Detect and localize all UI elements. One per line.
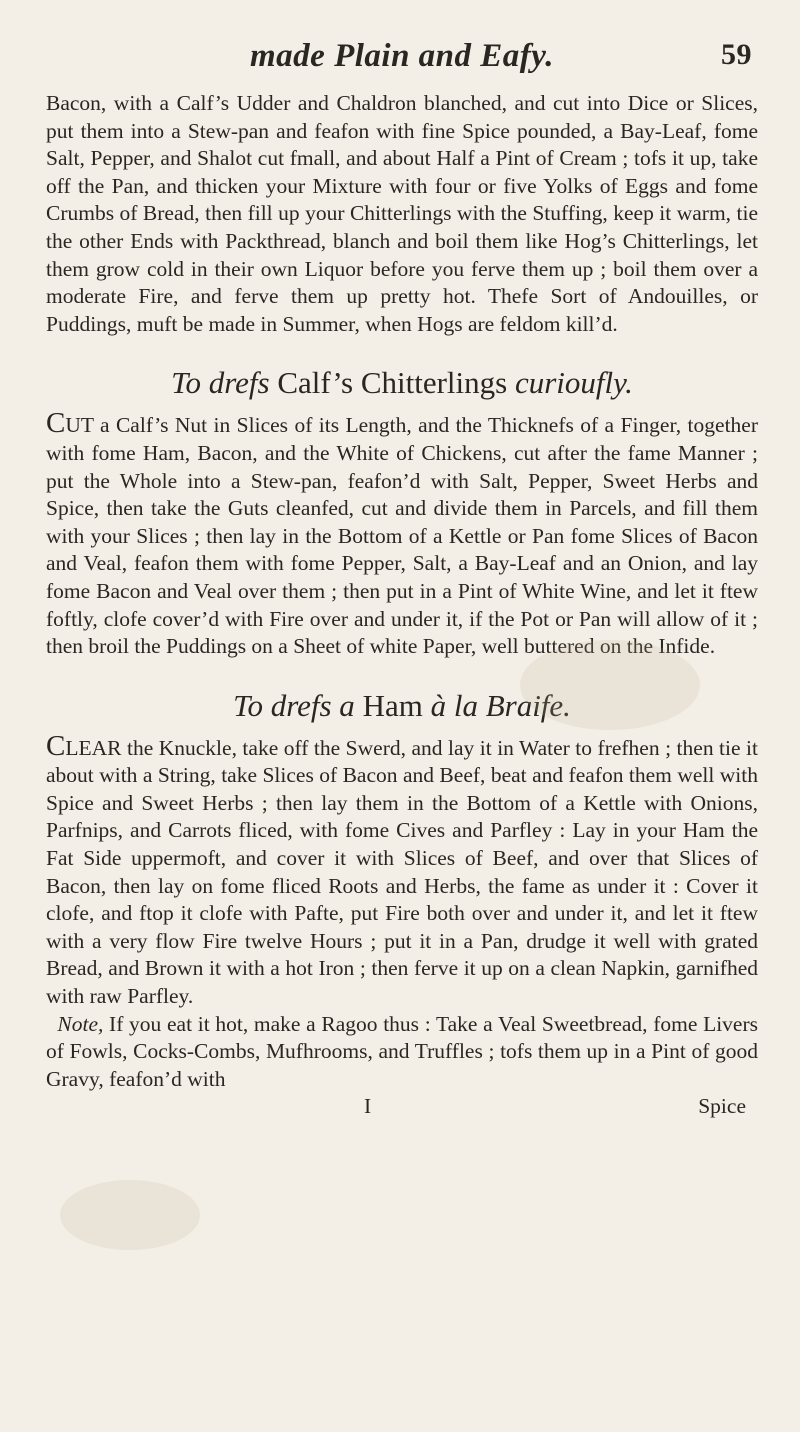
paragraph-ham-braise: CLEAR the Knuckle, take off the Swerd, and lay it in Water to frefhen ; then tie it about with a String, take Slices of Bacon and Beef, beat and feafon them well with Spice and Sweet Herbs ; then lay them in the Bottom of a Kettle with Onions, Parfnips, and Carrots fliced, with fome Cives and Parfley : Lay in your Ham the Fat Side uppermoft, and cover it with Slices of Beef, and over that Slices of Bacon, then lay on fome fliced Roots and Herbs, the fame as under it : Cover it clofe, and ftop it clofe with Pafte, put Fire both over and under it, and let it ftew with a very flow Fire twelve Hours ; put it in a Pan, drudge it well with grated Bread, and Brown it with a hot Iron ; then ferve it up on a clean Napkin, garnifhed with raw Parfley. [46, 729, 758, 1009]
heading-italic: To drefs a [233, 687, 355, 723]
heading-italic-tail: curioufly. [514, 365, 633, 401]
paragraph-intro: Bacon, with a Calf’s Udder and Chaldron blanched, and cut into Dice or Slices, put them into a Stew-pan and feafon with fine Spice pounded, a Bay-Leaf, fome Salt, Pepper, and Shalot cut fmall, and about Half a Pint of Cream ; tofs it up, take off the Pan, and thicken your Mixture with four or five Yolks of Eggs and fome Crumbs of Bread, then fill up your Chitterlings with the Stuffing, keep it warm, tie the other Ends with Packthread, blanch and boil them like Hog’s Chitterlings, let them grow cold in their own Liquor before you ferve them up ; boil them over a moderate Fire, and ferve them up pretty hot. Thefe Sort of Andouilles, or Puddings, muft be made in Summer, when Hogs are feldom kill’d. [46, 91, 758, 336]
paragraph-calfs-chitterlings: CUT a Calf’s Nut in Slices of its Length, and the Thicknefs of a Finger, together with fome Ham, Bacon, and the White of Chickens, cut after the fame Manner ; put the Whole into a Stew-pan, feafon’d with Salt, Pepper, Sweet Herbs and Spice, then take the Guts cleanfed, cut and divide them in Parcels, and fill them with your Slices ; then lay in the Bottom of a Kettle or Pan fome Slices of Bacon and Veal, feafon them with fome Pepper, Salt, a Bay-Leaf and an Onion, and lay fome Bacon and Veal over them ; then put in a Pint of White Wine, and let it ftew foftly, clofe cover’d with Fire over and under it, if the Pot or Pan will allow of it ; then broil the Puddings on a Sheet of white Paper, well buttered on the Infide. [46, 407, 758, 659]
running-title: made Plain and Eafy. [250, 38, 554, 74]
paper-stain [520, 640, 700, 730]
page-footer [46, 1093, 758, 1121]
note-text: If you eat it hot, make a Ragoo thus : Take a Veal Sweetbread, fome Livers of Fowls, Cocks-Combs, Mufhrooms, and Truffles ; tofs them up in a Pint of good Gravy, feafon’d with [46, 1011, 759, 1091]
heading-roman: Ham [362, 687, 423, 723]
signature-mark: I [364, 1094, 372, 1119]
note-paragraph [46, 1011, 758, 1094]
heading-italic: To drefs [171, 365, 270, 401]
page-number: 59 [721, 38, 752, 71]
note-label: Note, [57, 1011, 104, 1036]
running-head [46, 38, 758, 90]
catchword: Spice [698, 1094, 746, 1119]
heading-roman: Calf’s Chitterlings [277, 365, 508, 401]
paper-stain [60, 1180, 200, 1250]
heading-italic-tail: à la Braife. [430, 687, 571, 723]
section-heading-calfs-chitterlings [46, 364, 758, 402]
